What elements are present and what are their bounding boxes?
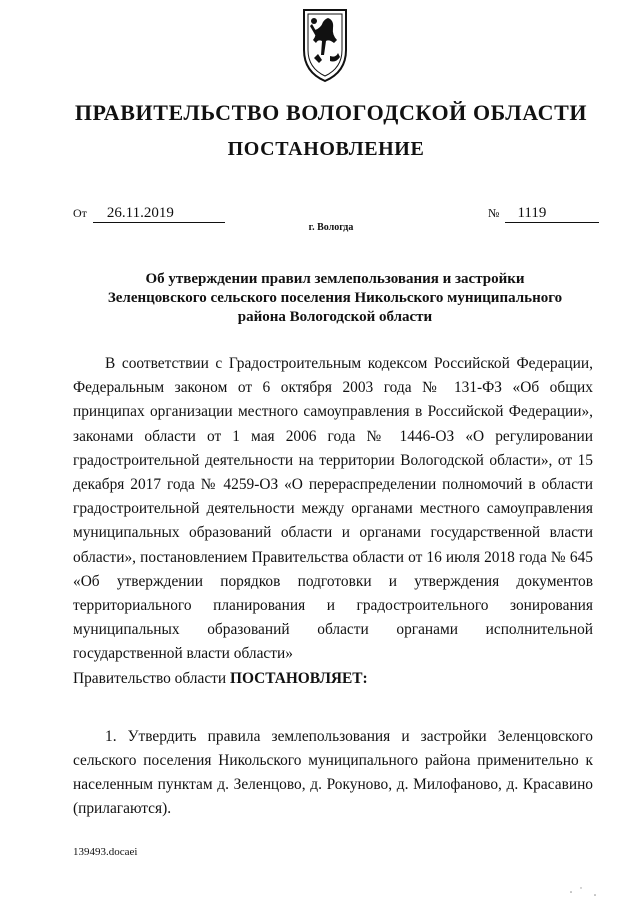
subject-line: Об утверждении правил землепользования и застройки [145,271,525,287]
document-subject [80,270,590,327]
city-name: г. Вологда [308,222,354,233]
resolve-prefix: Правительство области [73,669,230,687]
resolve-word: ПОСТАНОВЛЯЕТ: [229,669,368,687]
document-type: ПОСТАНОВЛЕНИЕ [227,138,425,160]
number-value: 1119 [505,205,599,223]
document-body [73,352,593,822]
file-identifier: 139493.docaei [73,846,138,858]
resolve-line [73,667,593,691]
coat-of-arms-icon [300,6,350,84]
number-label: № [488,206,500,220]
date-field [73,205,225,223]
point-1-paragraph: 1. Утвердить правила землепользования и застройки Зеленцовского сельского поселения Никольского муниципального района применительно к населенным пунктам д. Зеленцово, д. Рокуново, д. Милофаново, д. Красавино (прилагаются). [73,727,593,818]
date-value: 26.11.2019 [93,205,225,223]
number-field [488,205,599,223]
subject-line: района Вологодской области [237,309,433,325]
date-label: От [73,206,87,220]
scan-artifact [565,870,605,900]
government-title: ПРАВИТЕЛЬСТВО ВОЛОГОДСКОЙ ОБЛАСТИ [74,100,588,125]
subject-line: Зеленцовского сельского поселения Никольского муниципального [107,290,563,306]
preamble-paragraph: В соответствии с Градостроительным кодексом Российской Федерации, Федеральным законом от 6 октября 2003 года № 131-ФЗ «Об общих принципах организации местного самоуправления в Российской Федерации», законами области от 1 мая 2006 года № 1446-ОЗ «О регулировании градостроительной деятельности на территории Вологодской области», от 15 декабря 2017 года № 4259-ОЗ «О перераспределении полномочий в области градостроительной деятельности между органами местного самоуправления муниципальных образований области и органами государственной власти области», постановлением Правительства области от 16 июля 2018 года № 645 «Об утверждении порядков подготовки и утверждения документов территориального планирования и градостроительного зонирования муниципальных образований области органами исполнительной государственной власти области» [73,355,593,663]
